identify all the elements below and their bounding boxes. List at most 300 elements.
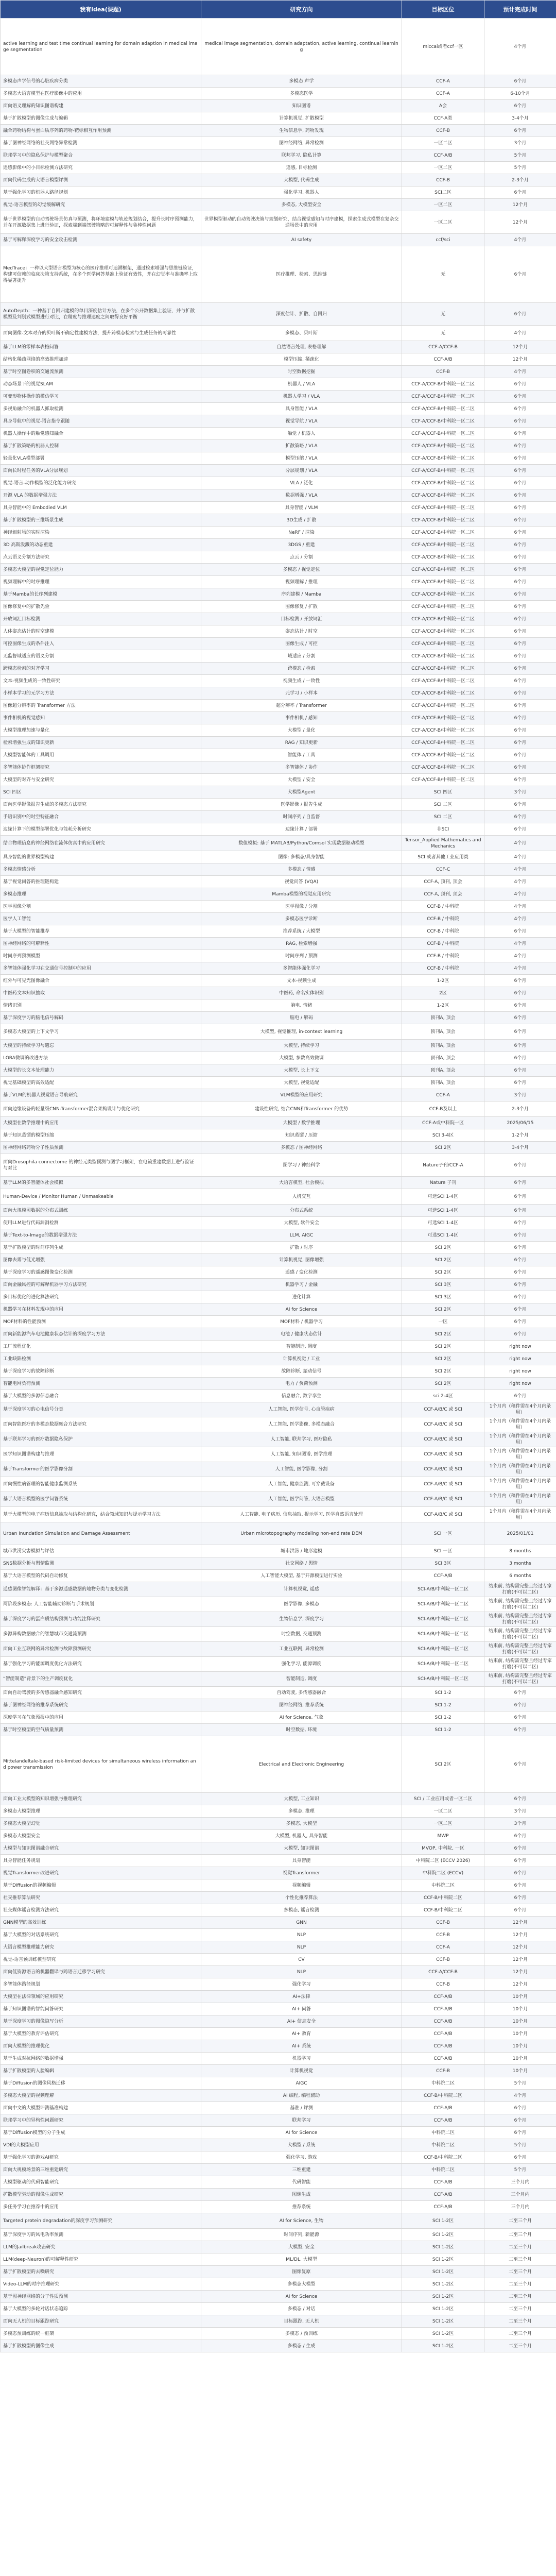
cell-direction: 多模态, 大模型 [201,1818,402,1830]
cell-idea: 智能电网负荷预测 [1,1378,201,1390]
cell-idea: 基于联邦学习的医疗数据隐私保护 [1,1432,201,1447]
table-row [1,999,556,1012]
table-row [1,1597,556,1612]
cell-idea: 人体姿态估计的时空建模 [1,625,201,638]
cell-direction: 多模态 / 图神经网络 [201,1142,402,1154]
cell-idea: 多模态大语言模型在医疗影像中的应用 [1,88,201,100]
cell-time: 6个月 [484,1316,556,1328]
table-row [1,1842,556,1855]
cell-idea: 多模态大模型的视频理解 [1,2090,201,2102]
cell-time: 6个月 [484,440,556,452]
table-row [1,246,556,303]
cell-time: 6个月 [484,1052,556,1064]
cell-idea: 大模型在数学推理中的应用 [1,1117,201,1129]
cell-time: 1个月内（稿件需在4个月内录用） [484,1447,556,1462]
cell-direction: RAG / 知识更新 [201,737,402,749]
cell-time: 5个月 [484,162,556,174]
cell-direction: 扩散 / 时序 [201,1242,402,1254]
table-row [1,1279,556,1291]
cell-time: 12个月 [484,211,556,234]
cell-idea: 基于深度学习的图像隐写分析 [1,2015,201,2028]
table-row [1,1711,556,1724]
cell-time: 6个月 [484,1724,556,1736]
cell-direction: 大模型, 安全 [201,2241,402,2253]
cell-tier: SCI 1-2区 [402,2266,484,2278]
cell-direction: AI for Science [201,1303,402,1316]
cell-direction: 大模型, 软件安全 [201,1217,402,1229]
cell-idea: LORA微调的改进方法 [1,1052,201,1064]
cell-direction: AI 编程, 编程辅助 [201,2090,402,2102]
cell-time: 结束前, 结构需完整且经过专家打磨(不可以二区) [484,1612,556,1627]
cell-tier: CCF-A/CCF-B/中科院一区二区 [402,428,484,440]
cell-idea: 图像修复中的扩散先验 [1,601,201,613]
cell-time: 二至三个月 [484,2266,556,2278]
table-row [1,1642,556,1657]
cell-time: 4个月 [484,326,556,341]
table-row [1,950,556,962]
cell-idea: 可变形物体操作的模仿学习 [1,391,201,403]
cell-idea: 社交推荐算法研究 [1,1892,201,1904]
cell-idea: 具身智能任务规划 [1,1855,201,1867]
cell-direction: 序列建模 / Mamba [201,588,402,601]
cell-time: 3-4个月 [484,1142,556,1154]
cell-idea: 扩散模型驱动的图像生成研究 [1,2189,201,2201]
cell-tier: CCF-A/CCF-B/中科院一区二区 [402,576,484,588]
cell-idea: Video-LLM的时序推理研究 [1,2278,201,2291]
cell-tier: CCF-A/CCF-B/中科院一区二区 [402,378,484,391]
cell-tier: 无 [402,326,484,341]
cell-tier: CCF-A [402,75,484,88]
cell-idea: 基于Text-to-Image的数据增强方法 [1,1229,201,1242]
table-row [1,2189,556,2201]
cell-idea: 大模型的长文本处理能力 [1,1064,201,1077]
cell-direction: 大模型, 持续学习 [201,1040,402,1052]
table-row [1,675,556,687]
cell-direction: 计算机视觉 [201,2065,402,2077]
cell-tier: CCF-A/B [402,2040,484,2053]
cell-direction: 电池 / 健康状态估计 [201,1328,402,1341]
cell-idea: 大模型的对齐与安全研究 [1,774,201,786]
cell-idea: AutoDepth：一种基于自回归建模的单目深度估计方法，在多个公开数据集上验证，并与扩散模型及判别式模型进行对比，在精度与推理速度之间取得良好平衡 [1,303,201,326]
cell-tier: 一区二区 [402,199,484,211]
cell-time: 6个月 [484,2114,556,2127]
cell-idea: 基于大语言模型的代码自动修复 [1,1570,201,1582]
table-row [1,2028,556,2040]
cell-idea: 面向金融风控的可解释机器学习方法研究 [1,1279,201,1291]
cell-tier: SCI 1-2区 [402,2315,484,2328]
table-row [1,1830,556,1842]
cell-idea: 基于扩散模型的图像生成与编辑 [1,112,201,125]
cell-tier: SCI-A/B/中科院一区二区 [402,1642,484,1657]
cell-time: 4个月 [484,366,556,378]
cell-time: 3个月 [484,137,556,149]
cell-direction: 大语言模型, 社会模拟 [201,1177,402,1189]
cell-idea: 基于深度学习的心电信号分类 [1,1402,201,1417]
table-row [1,174,556,187]
cell-tier: SCI 二区 [402,811,484,823]
cell-idea: 基于扩散模型的三维场景生成 [1,514,201,527]
cell-idea: 基于视觉问答的推理链构建 [1,876,201,888]
table-row [1,749,556,761]
cell-idea: 可控图像生成的条件注入 [1,638,201,650]
cell-time: 三个月内 [484,2189,556,2201]
cell-direction: 文本-视频生成 [201,975,402,987]
cell-idea: 基于大模型的多轮对话状态追踪 [1,2303,201,2315]
table-row [1,1867,556,1879]
cell-time: 6个月 [484,1291,556,1303]
cell-tier: SCI-A/B/中科院一区二区 [402,1672,484,1687]
cell-direction: AI+ 系统 [201,2040,402,2053]
table-row [1,1365,556,1378]
cell-direction: 大模型, 知识图谱 [201,1842,402,1855]
cell-direction: 个性化推荐算法 [201,1892,402,1904]
cell-tier: CCF-A, 顶刊, 顶会 [402,888,484,901]
cell-tier: SCI 2区 [402,1341,484,1353]
table-row [1,1402,556,1417]
cell-idea: 基于扩散模型的图像生成 [1,2340,201,2352]
cell-time: 1个月内（稿件需在4个月内录用） [484,1417,556,1432]
cell-idea: 基于深度学习的故障诊断 [1,1365,201,1378]
cell-direction: 人机交互 [201,1189,402,1205]
cell-time: 6个月 [484,823,556,836]
table-row [1,1687,556,1699]
table-row [1,638,556,650]
table-row [1,1557,556,1570]
table-row [1,650,556,663]
cell-time: 12个月 [484,341,556,353]
cell-direction: 生物信息学, 药物发现 [201,125,402,137]
cell-time: 4个月 [484,950,556,962]
cell-time: 6个月 [484,1154,556,1177]
cell-idea: MOF材料的性能预测 [1,1316,201,1328]
table-row [1,2003,556,2015]
cell-time: 6个月 [484,2102,556,2114]
cell-tier: Nature 子刊 [402,1177,484,1189]
table-row [1,391,556,403]
cell-time: 6个月 [484,638,556,650]
cell-time: 10个月 [484,2003,556,2015]
table-row [1,211,556,234]
cell-direction: GNN [201,1917,402,1929]
cell-tier: CCF-A/CCF-B/中科院一区二区 [402,588,484,601]
cell-tier: CCF-A/B [402,2015,484,2028]
cell-tier: CCF-A/CCF-B/中科院一区二区 [402,452,484,465]
cell-time: 6个月 [484,737,556,749]
cell-tier: CCF-A/CCF-B/中科院一区二区 [402,613,484,625]
cell-idea: 基于扩散模型的人脸编辑 [1,2065,201,2077]
table-row [1,1341,556,1353]
table-row [1,601,556,613]
cell-direction: LLM, AIGC [201,1229,402,1242]
cell-tier: MWP [402,1830,484,1842]
cell-direction: 强化学习, 游戏 [201,2151,402,2164]
table-row [1,2090,556,2102]
cell-direction: 图像生成 [201,2189,402,2201]
cell-tier: 中科院二区 [402,2164,484,2176]
table-row [1,588,556,601]
cell-direction: 时空数据, 交通预测 [201,1627,402,1642]
cell-idea: 多视角融合的机器人抓取检测 [1,403,201,415]
cell-time: 二至三个月 [484,2315,556,2328]
cell-time: 10个月 [484,2065,556,2077]
cell-tier: CCF-A/B [402,2114,484,2127]
cell-direction: 自动驾驶, 多传感器融合 [201,1687,402,1699]
cell-idea: 面向工业互联网的异常检测与故障预测研究 [1,1642,201,1657]
cell-time: 6个月 [484,588,556,601]
cell-tier: CCF-A/B/C 或 SCI [402,1402,484,1417]
cell-tier: CCF-B [402,2065,484,2077]
table-row [1,2176,556,2189]
table-row [1,1545,556,1557]
table-row [1,2201,556,2213]
cell-idea: 多智能体路径规划 [1,1978,201,1991]
cell-direction: 三维重建 [201,2164,402,2176]
cell-time: 6个月 [484,1189,556,1205]
cell-tier: SCI 2区 [402,1378,484,1390]
cell-idea: 图神经网络的可解释性 [1,938,201,950]
cell-idea: 联邦学习中的异构性问题研究 [1,2114,201,2127]
cell-tier: CCF-B/中科院二区 [402,1892,484,1904]
cell-direction: medical image segmentation, domain adaptation, active learning, continual learning [201,19,402,75]
cell-tier: SCI 1-2 [402,1724,484,1736]
cell-direction: 多模态医学 [201,88,402,100]
cell-idea: 面向边缘设备的轻量级CNN-Transformer混合架构设计与优化研究 [1,1101,201,1117]
table-row [1,440,556,452]
cell-time: 6个月 [484,1904,556,1917]
header-direction: 研究方向 [201,1,402,19]
cell-tier: CCF-B [402,125,484,137]
table-row [1,137,556,149]
cell-direction: 建设性研究, 结合CNN和Transformer 的优势 [201,1101,402,1117]
cell-idea: 基于强化学习的游戏AI研究 [1,2151,201,2164]
cell-time: 6个月 [484,1879,556,1892]
table-row [1,2053,556,2065]
table-row [1,1917,556,1929]
cell-time: 二至三个月 [484,2229,556,2241]
cell-idea: 面向代码生成的大语言模型评测 [1,174,201,187]
cell-time: 12个月 [484,1978,556,1991]
cell-idea: 图神经网络药物分子性质预测 [1,1142,201,1154]
cell-time: 6 months [484,1570,556,1582]
cell-tier: CCF-A/CCF-B/中科院一区二区 [402,440,484,452]
table-row [1,403,556,415]
cell-idea: 基于世界模型的自动驾驶场景仿真与预测，将环境建模与轨迹规划结合，提升长时序预测能力，并在开源数据集上进行验证，探索端到端驾驶策略的可解释性与鲁棒性问题 [1,211,201,234]
cell-time: 6个月 [484,465,556,477]
table-row [1,625,556,638]
cell-direction: 数据增强 / VLA [201,489,402,502]
table-row [1,452,556,465]
table-row [1,737,556,749]
cell-direction: 基准 / 评测 [201,2102,402,2114]
cell-time: 6个月 [484,811,556,823]
cell-idea: 多模态声学信号的心脏疾病分类 [1,75,201,88]
cell-idea: 红外与可见光图像融合 [1,975,201,987]
cell-direction: MOF材料 / 机器学习 [201,1316,402,1328]
table-row [1,1217,556,1229]
cell-idea: 结合物理信息的神经网络在流体仿真中的应用研究 [1,836,201,851]
cell-direction: 机器人学习 / VLA [201,391,402,403]
cell-direction: 图像复原 [201,2266,402,2278]
table-row [1,2291,556,2303]
cell-direction: AI+ 问答 [201,2003,402,2015]
cell-tier: SCI-A/B/中科院一区二区 [402,1657,484,1672]
cell-time: 6个月 [484,1229,556,1242]
cell-tier: CCF-A/CCF-B/中科院一区二区 [402,489,484,502]
cell-time: 6个月 [484,1254,556,1266]
cell-idea: 基于大模型的教育评估研究 [1,2028,201,2040]
table-row [1,1991,556,2003]
cell-direction: 具身智能 [201,1855,402,1867]
table-row [1,724,556,737]
cell-tier: CCF-B [402,1978,484,1991]
table-row [1,2229,556,2241]
cell-direction: 多智能体强化学习 [201,962,402,975]
cell-idea: 大模型的持续学习与遗忘 [1,1040,201,1052]
cell-idea: 中医药文本知识抽取 [1,987,201,999]
cell-direction: 故障诊断, 振动信号 [201,1365,402,1378]
cell-tier: SCI 1-2区 [402,2340,484,2352]
cell-time: 6个月 [484,1711,556,1724]
table-row [1,2065,556,2077]
cell-direction: 大模型, 工业知识 [201,1793,402,1805]
cell-direction: 人工智能, 电子病历, 信息抽取, 提示学习, 医学自然语言处理 [201,1507,402,1522]
cell-idea: 视觉基础模型的高效适配 [1,1077,201,1089]
table-row [1,962,556,975]
table-row [1,303,556,326]
cell-idea: Human-Device / Monitor Human / Unmaskeable [1,1189,201,1205]
cell-tier: CCF-B / 中科院 [402,938,484,950]
table-row [1,1077,556,1089]
cell-idea: 面向低资源语言的机器翻译与跨语言迁移学习研究 [1,1966,201,1978]
table-row [1,527,556,539]
cell-time: 1个月内（稿件需在4个月内录用） [484,1462,556,1477]
cell-time: 12个月 [484,1941,556,1954]
cell-direction: 大模型 / 系统 [201,2139,402,2151]
cell-direction: 多模态 / 预训练 [201,2328,402,2340]
cell-time: 6个月 [484,539,556,551]
cell-tier: CCF-A/CCF-B/中科院一区二区 [402,663,484,675]
cell-time: 4个月 [484,19,556,75]
cell-direction: 脑电, 情绪 [201,999,402,1012]
cell-direction: 机器人 / VLA [201,378,402,391]
cell-time: 6个月 [484,975,556,987]
cell-direction: Urban microtopography modeling non-end rate DEM [201,1522,402,1545]
cell-tier: CCF-A类 [402,112,484,125]
cell-time: 6个月 [484,564,556,576]
cell-tier: 2区 [402,987,484,999]
cell-time: 4个月 [484,938,556,950]
cell-direction: 人工智能, 医学信号, 心血管疾病 [201,1402,402,1417]
table-row [1,663,556,675]
cell-time: 3个月 [484,1818,556,1830]
cell-time: 6个月 [484,1077,556,1089]
table-row [1,1477,556,1492]
cell-time: 5个月 [484,2077,556,2090]
cell-direction: AI+ 信息安全 [201,2015,402,2028]
cell-idea: 图像去雾与低光增强 [1,1254,201,1266]
cell-idea: 融合药物结构与蛋白质序列的药物-靶标相互作用预测 [1,125,201,137]
cell-direction: 机器学习 [201,2053,402,2065]
cell-idea: 多模态大模型的视觉定位能力 [1,564,201,576]
cell-direction: 多模态、贝叶斯 [201,326,402,341]
table-row [1,1117,556,1129]
cell-idea: 多源异构数据融合的智慧城市交通流预测 [1,1627,201,1642]
cell-direction: 多模态医学诊断 [201,913,402,925]
table-row [1,489,556,502]
cell-time: 结束前, 结构需完整且经过专家打磨(不可以二区) [484,1657,556,1672]
cell-idea: 基于大模型的电子病历信息抽取与结构化研究，结合领域知识与提示学习方法 [1,1507,201,1522]
cell-idea: 机器人操作中的触觉感知融合 [1,428,201,440]
cell-direction: 遥感 / 变化检测 [201,1266,402,1279]
table-row [1,187,556,199]
table-row [1,761,556,774]
cell-idea: 遥感影像中的小目标检测方法研究 [1,162,201,174]
cell-time: 12个月 [484,1929,556,1941]
table-row [1,1941,556,1954]
table-row [1,1627,556,1642]
cell-direction: 人工智能, 医学影像, 多模态融合 [201,1417,402,1432]
cell-idea: 大模型与知识图谱融合研究 [1,1842,201,1855]
cell-tier: CCF-A/CCF-B/中科院一区二区 [402,724,484,737]
cell-idea: 医学知识图谱构建与推理 [1,1447,201,1462]
table-row [1,823,556,836]
cell-tier: SCI / 工业应用或者一区二区 [402,1793,484,1805]
cell-time: 6个月 [484,749,556,761]
cell-time: 6个月 [484,187,556,199]
cell-direction: 超分辨率 / Transformer [201,700,402,712]
cell-direction: 多智能体 / 协作 [201,761,402,774]
cell-tier: 无 [402,303,484,326]
cell-direction: VLA / 泛化 [201,477,402,489]
cell-time: 3个月 [484,1089,556,1101]
table-row [1,551,556,564]
cell-direction: 多模态 / 情感 [201,863,402,876]
cell-time: 6个月 [484,477,556,489]
cell-direction: 智能制造, 调度 [201,1341,402,1353]
cell-direction: 计算机视觉, 扩散模型 [201,112,402,125]
cell-time: 三个月内 [484,2176,556,2189]
cell-time: 6个月 [484,2151,556,2164]
cell-time: 4个月 [484,2090,556,2102]
table-row [1,1793,556,1805]
cell-tier: SCI-A/B/中科院一区二区 [402,1627,484,1642]
cell-idea: 大模型在法律领域的应用研究 [1,1991,201,2003]
cell-tier: SCI-A/B/中科院一区二区 [402,1582,484,1597]
cell-idea: 具身智能中的 Embodied VLM [1,502,201,514]
table-row [1,100,556,112]
cell-tier: CCF-A/B/C 或 SCI [402,1507,484,1522]
cell-time: 4个月 [484,863,556,876]
cell-direction: 推荐系统 / 大模型 [201,925,402,938]
cell-tier: 可选SCI 1-4区 [402,1217,484,1229]
cell-tier: 无 [402,246,484,303]
cell-tier: CCF-B [402,1954,484,1966]
cell-time: right now [484,1378,556,1390]
cell-tier: CCF-A/CCF-B [402,341,484,353]
cell-direction: 模型压缩, 稀疏化 [201,353,402,366]
cell-idea: 边缘计算下的模型部署优化与能耗分析研究 [1,823,201,836]
cell-tier: SCI 1-2区 [402,2241,484,2253]
cell-direction: 电力 / 负荷预测 [201,1378,402,1390]
cell-idea: 基于时空模型的空气质量预测 [1,1724,201,1736]
cell-direction: 大模型, 机器人, 具身智能 [201,1830,402,1842]
cell-tier: CCF-A/CCF-B/中科院一区二区 [402,601,484,613]
cell-direction: NeRF / 渲染 [201,527,402,539]
cell-idea: 机器学习在材料发现中的应用 [1,1303,201,1316]
table-row [1,1447,556,1462]
cell-direction: 强化学习, 机器人 [201,187,402,199]
cell-tier: CCF-A/CCF-B/中科院一区二区 [402,502,484,514]
